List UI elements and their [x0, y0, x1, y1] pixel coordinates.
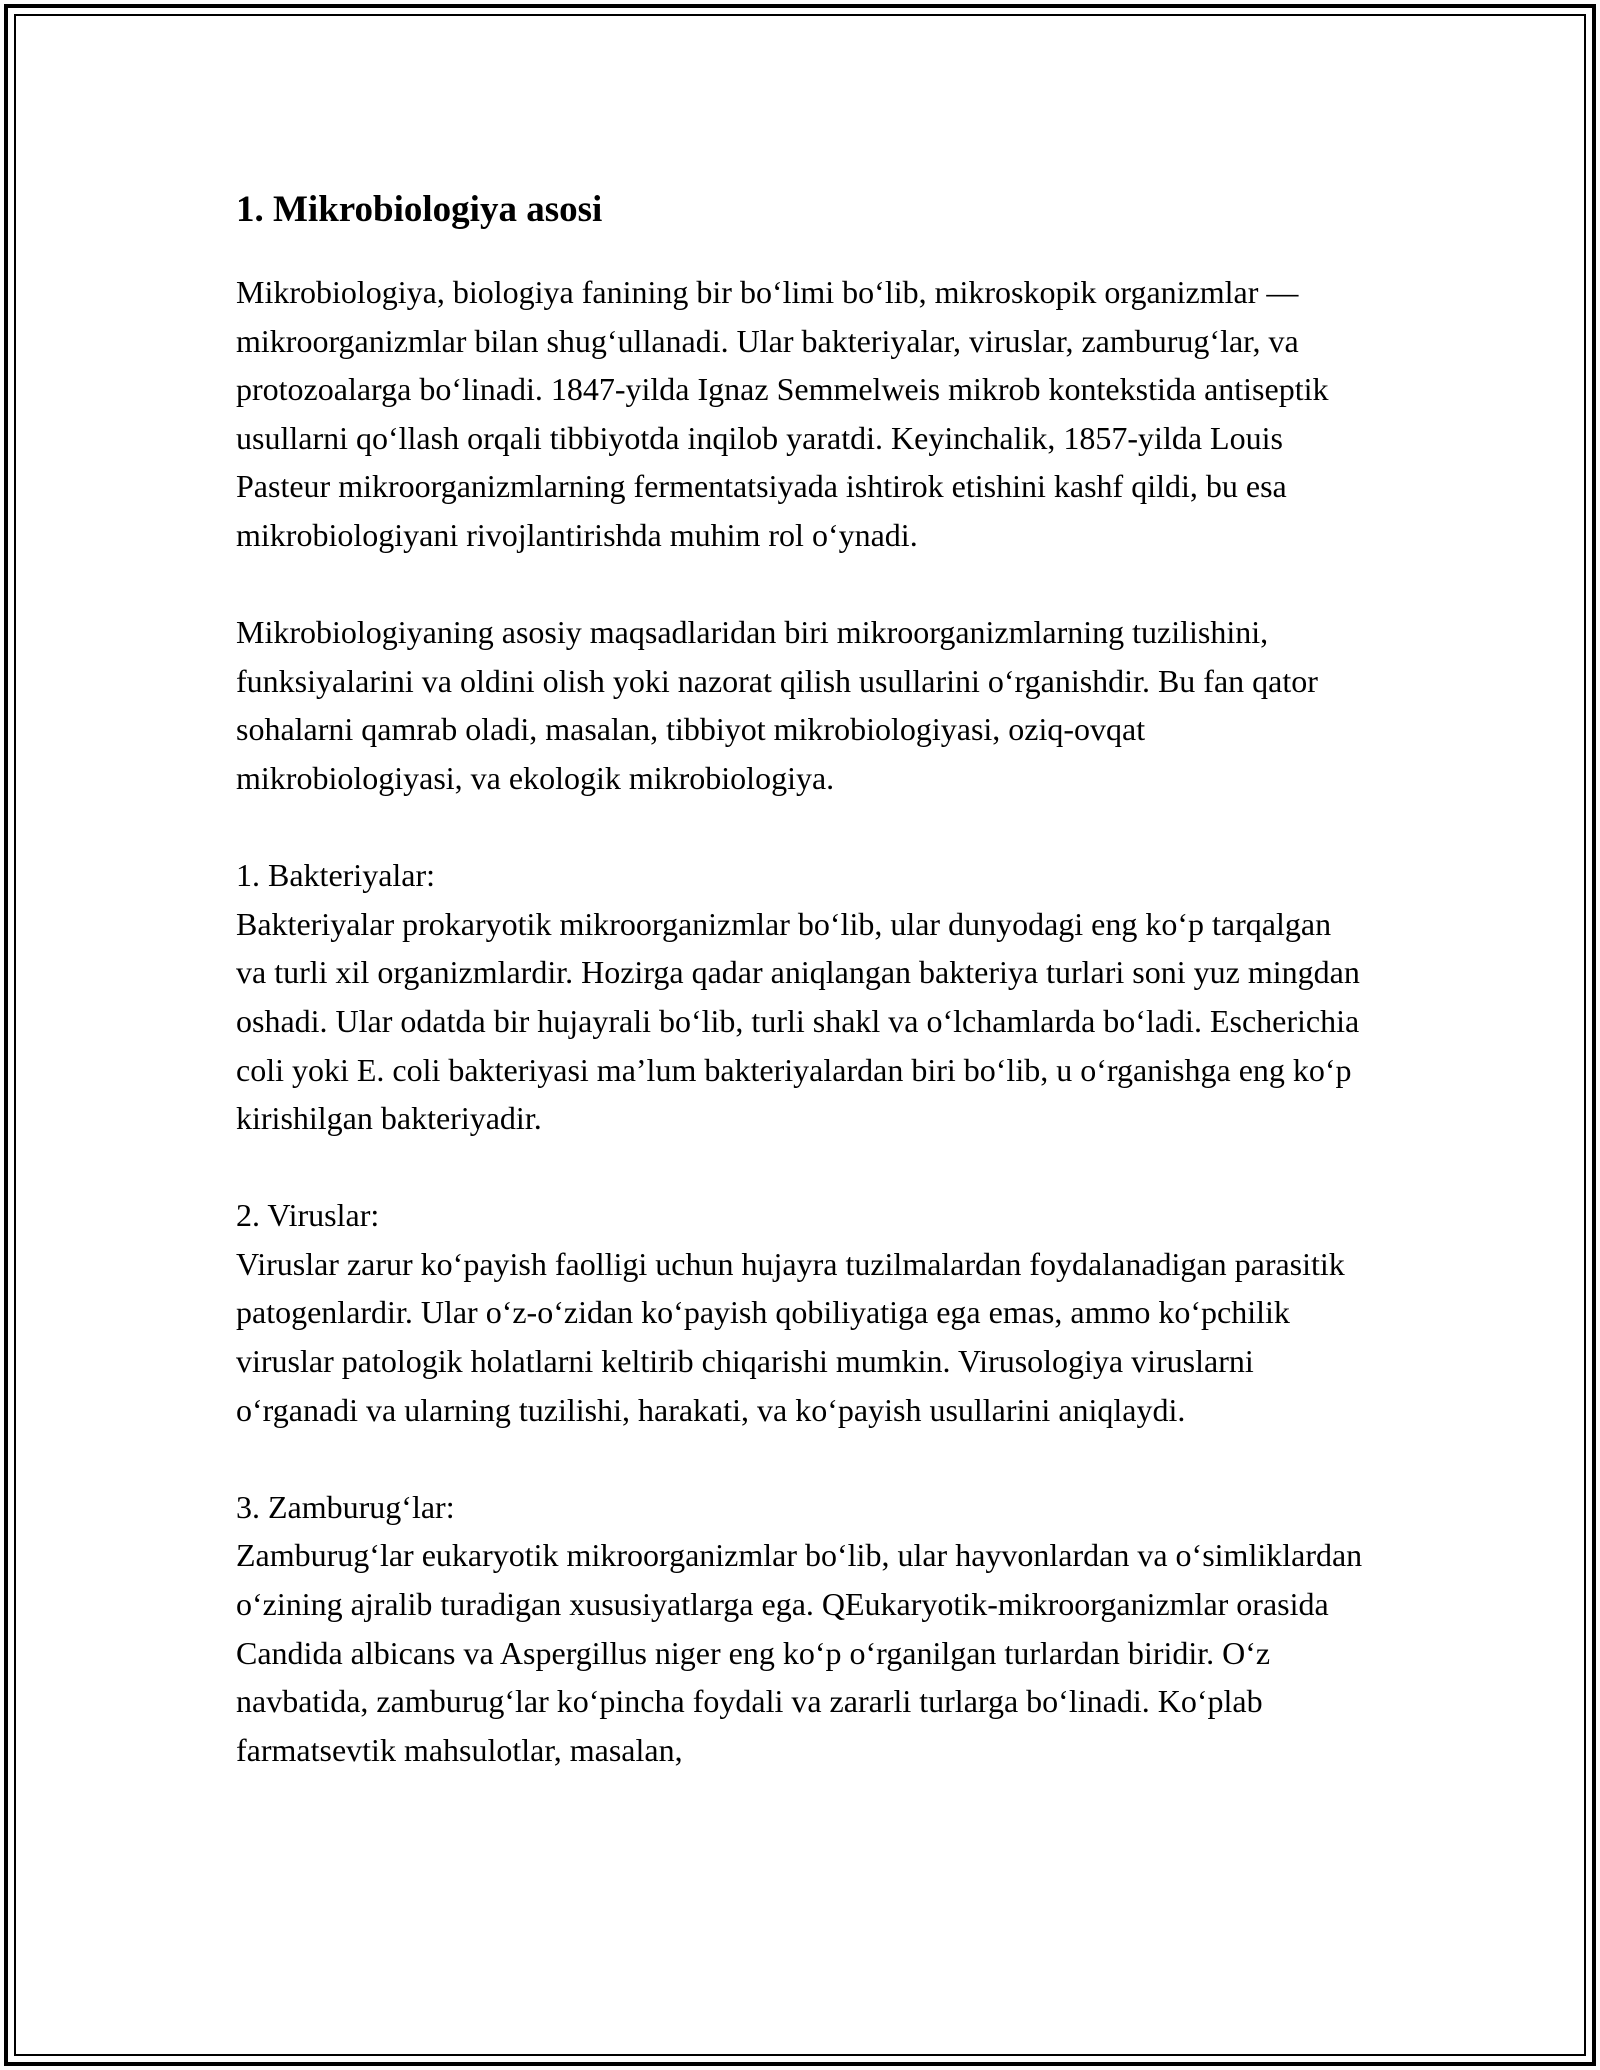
section-body: Viruslar zarur ko‘payish faolligi uchun hujayra tuzilmalardan foydalanadigan parasitik patogenlardir. Ular o‘z-o‘zidan ko‘payish qobiliyatiga ega emas, ammo ko‘pchilik viruslar patologik holatlarni keltirib chiqarishi mumkin. Virusologiya viruslarni o‘rganadi va ularning tuzilishi, harakati, va ko‘payish usullarini aniqlaydi. [236, 1245, 1345, 1428]
section-heading: 1. Bakteriyalar: [236, 857, 436, 894]
section-body: Bakteriyalar prokaryotik mikroorganizmlar bo‘lib, ular dunyodagi eng ko‘p tarqalgan va turli xil organizmlardir. Hozirga qadar aniqlangan bakteriya turlari soni yuz mingdan oshadi. Ular odatda bir hujayrali bo‘lib, turli shakl va o‘lchamlarda bo‘ladi. Escherichia coli yoki E. coli bakteriyasi ma’lum bakteriyalardan biri bo‘lib, u o‘rganishga eng ko‘p kirishilgan bakteriyadir. [236, 905, 1360, 1137]
document-body [236, 186, 1366, 1774]
section-heading: 3. Zamburug‘lar: [236, 1488, 455, 1525]
goals-paragraph: Mikrobiologiyaning asosiy maqsadlaridan biri mikroorganizmlarning tuzilishini, funksiyalarini va oldini olish yoki nazorat qilish usullarini o‘rganishdir. Bu fan qator sohalarni qamrab oladi, masalan, tibbiyot mikrobiologiyasi, oziq-ovqat mikrobiologiyasi, va ekologik mikrobiologiya. [236, 614, 1318, 796]
section-heading: 2. Viruslar: [236, 1197, 380, 1234]
document-title: 1. Mikrobiologiya asosi [236, 189, 603, 230]
section-bakteriyalar [236, 851, 1366, 1143]
intro-paragraph: Mikrobiologiya, biologiya fanining bir bo‘limi bo‘lib, mikroskopik organizmlar — mikroorganizmlar bilan shug‘ullanadi. Ular bakteriyalar, viruslar, zamburug‘lar, va protozoalarga bo‘linadi. 1847-yilda Ignaz Semmelweis mikrob kontekstida antiseptik usullarni qo‘llash orqali tibbiyotda inqilob yaratdi. Keyinchalik, 1857-yilda Louis Pasteur mikroorganizmlarning fermentatsiyada ishtirok etishini kashf qildi, bu esa mikrobiologiyani rivojlantirishda muhim rol o‘ynadi. [236, 274, 1329, 553]
section-viruslar [236, 1191, 1366, 1434]
section-zamburuglar [236, 1483, 1366, 1775]
section-body: Zamburug‘lar eukaryotik mikroorganizmlar bo‘lib, ular hayvonlardan va o‘simliklardan o‘zining ajralib turadigan xususiyatlarga ega. QEukaryotik-mikroorganizmlar orasida Candida albicans va Aspergillus niger eng ko‘p o‘rganilgan turlardan biridir. O‘z navbatida, zamburug‘lar ko‘pincha foydali va zararli turlarga bo‘linadi. Ko‘plab farmatsevtik mahsulotlar, masalan, [236, 1537, 1363, 1768]
